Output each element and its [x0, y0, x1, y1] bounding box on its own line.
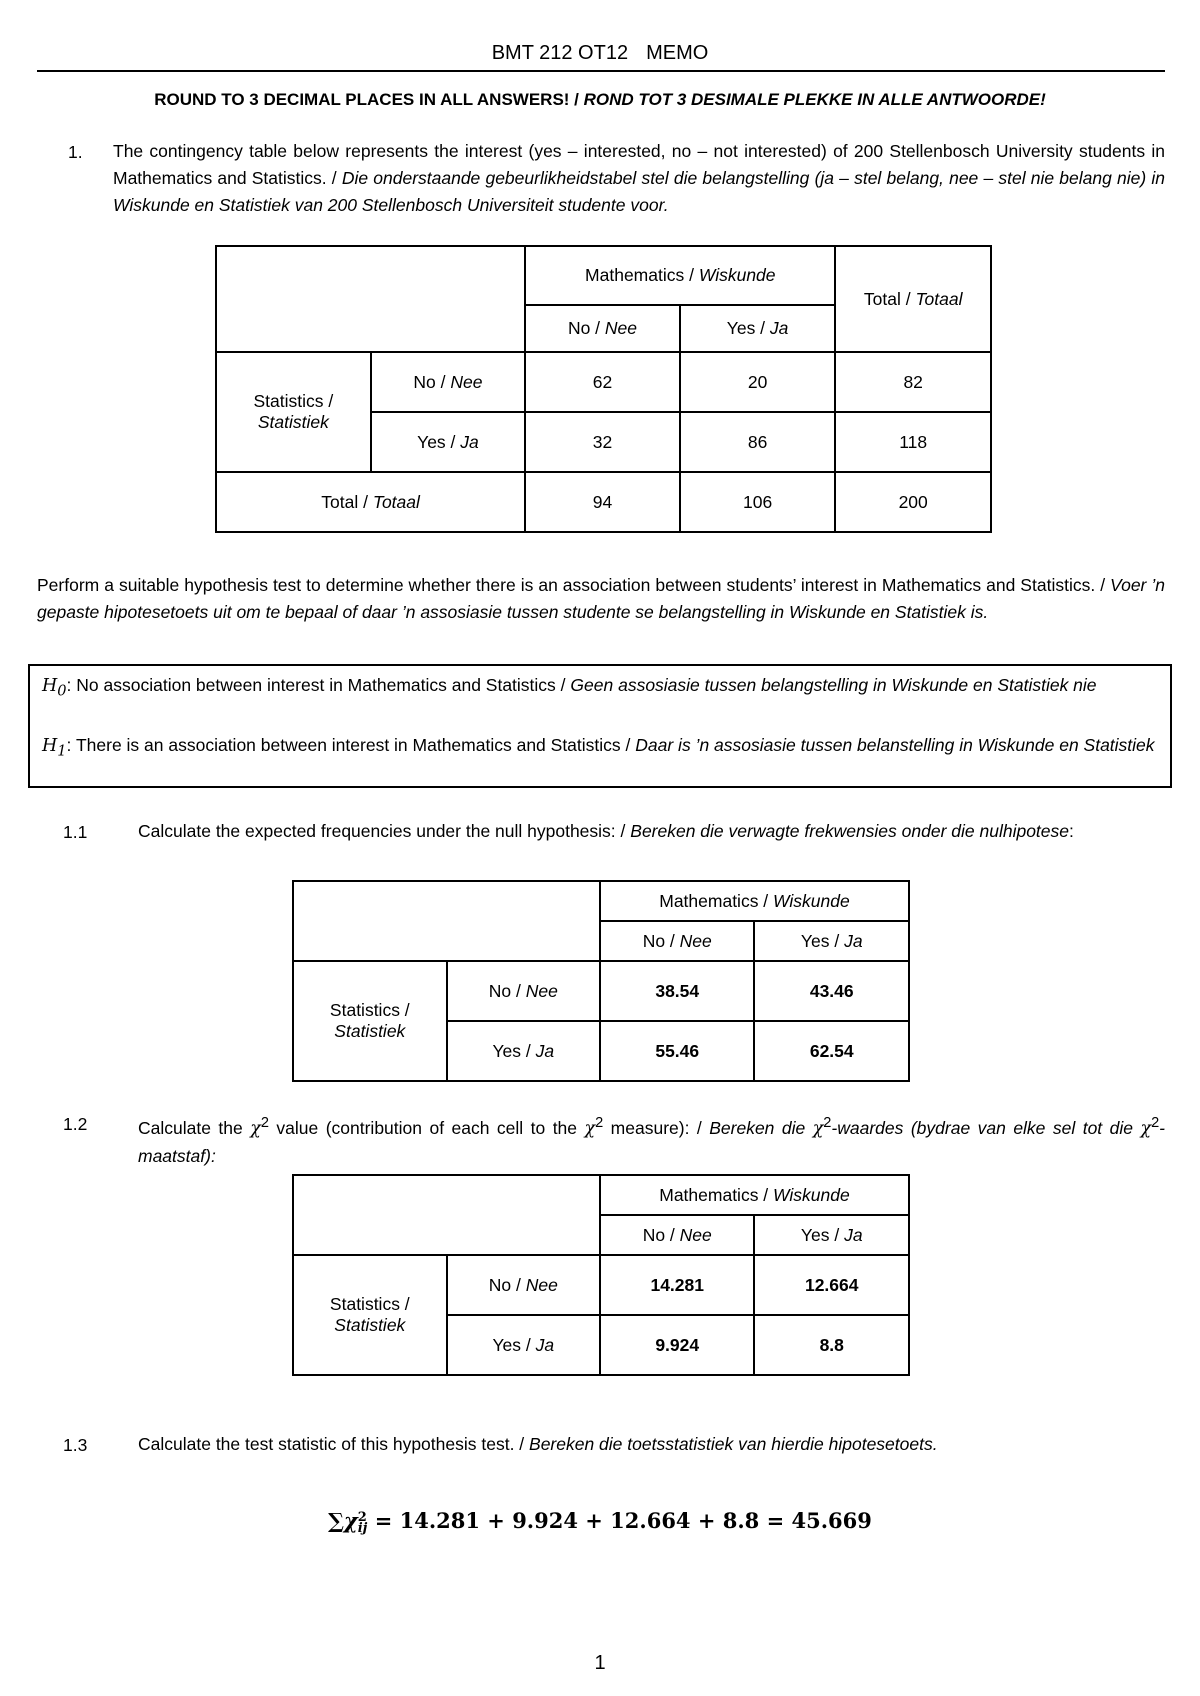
- question-1-3-text: Calculate the test statistic of this hypothesis test. / Bereken die toetsstatistiek van hierdie hipotesetoets.: [138, 1434, 938, 1454]
- total-header: Total / Totaal: [835, 246, 991, 352]
- empty-corner-cell: [293, 881, 600, 961]
- table-cell: 12.664: [754, 1255, 909, 1315]
- table-cell: 62.54: [754, 1021, 909, 1081]
- question-1-number: 1.: [68, 142, 83, 162]
- table-cell: 82: [835, 352, 991, 412]
- page-number: 1: [594, 1652, 606, 1674]
- expected-frequencies-table: [292, 880, 910, 1082]
- math-header: Mathematics / Wiskunde: [600, 881, 909, 921]
- question-1-text-af: Die onderstaande gebeurlikheidstabel stel die belangstelling (ja – stel belang, nee – stel nie belang nie) in Wiskunde en Statistiek van 200 Stellenbosch Universiteit studente voor.: [113, 168, 1165, 215]
- table-cell: 86: [680, 412, 836, 472]
- table-cell: 55.46: [600, 1021, 754, 1081]
- course-code: BMT 212 OT12: [491, 42, 629, 64]
- math-no-header: No / Nee: [525, 305, 680, 352]
- question-1-2-text: Calculate the $\chi^2$ value (contribution of each cell to the $\chi^2$ measure): / Bereken die $\chi^2$-waardes (bydrae van elke sel tot die $\chi^2-maatstaf$):: [138, 1115, 1165, 1166]
- chi-square-contributions-table: [292, 1174, 910, 1376]
- math-no-header: No / Nee: [600, 1215, 755, 1255]
- stat-yes-header: Yes / Ja: [447, 1021, 600, 1081]
- stat-header: Statistics / Statistiek: [216, 352, 371, 472]
- question-1-1-text: Calculate the expected frequencies under the null hypothesis: / Bereken die verwagte frekwensies onder die nulhipotese:: [138, 821, 1074, 841]
- test-statistic-formula: ∑χ 2 ij = 14.281 + 9.924 + 12.664 + 8.8 = 45.669: [328, 1508, 872, 1536]
- memo-label: MEMO: [646, 42, 709, 64]
- h0-statement: $H_0$: No association between interest in Mathematics and Statistics / Geen assosiasie tussen belangstelling in Wiskunde en Statistiek nie: [42, 675, 1097, 700]
- math-header: Mathematics / Wiskunde: [525, 246, 835, 305]
- question-1-3-number: 1.3: [63, 1435, 88, 1455]
- page-header: [0, 42, 1200, 65]
- stat-no-header: No / Nee: [447, 961, 600, 1021]
- math-header: Mathematics / Wiskunde: [600, 1175, 909, 1215]
- table-cell: 200: [835, 472, 991, 532]
- table-cell: 62: [525, 352, 680, 412]
- table-cell: 9.924: [600, 1315, 755, 1375]
- stat-no-header: No / Nee: [371, 352, 526, 412]
- header-rule: [37, 70, 1165, 72]
- table-cell: 32: [525, 412, 680, 472]
- table-cell: 8.8: [754, 1315, 909, 1375]
- stat-header: Statistics / Statistiek: [293, 961, 447, 1081]
- hypotheses-box: [28, 664, 1172, 788]
- stat-yes-header: Yes / Ja: [447, 1315, 600, 1375]
- question-1-text-en: The contingency table below represents the interest (yes – interested, no – not interested) of 200 Stellenbosch University students in Mathematics and Statistics. /: [113, 141, 1165, 188]
- table-cell: 43.46: [754, 961, 909, 1021]
- table-cell: 20: [680, 352, 836, 412]
- math-yes-header: Yes / Ja: [680, 305, 836, 352]
- stat-yes-header: Yes / Ja: [371, 412, 526, 472]
- math-yes-header: Yes / Ja: [754, 1215, 909, 1255]
- round-instruction-en: ROUND TO 3 DECIMAL PLACES IN ALL ANSWERS! /: [154, 90, 579, 109]
- empty-corner-cell: [293, 1175, 600, 1255]
- math-no-header: No / Nee: [600, 921, 754, 961]
- round-instruction-af: ROND TOT 3 DESIMALE PLEKKE IN ALLE ANTWOORDE!: [578, 90, 1046, 109]
- contingency-table: [215, 245, 992, 533]
- table-cell: 106: [680, 472, 836, 532]
- question-1-text: [113, 138, 1165, 219]
- round-instruction: [0, 90, 1200, 110]
- perform-instruction: Perform a suitable hypothesis test to determine whether there is an association between students’ interest in Mathematics and Statistics. / Voer ’n gepaste hipotesetoets uit om te bepaal of daar ’n assosiasie tussen studente se belangstelling in Wiskunde en Statistiek is.: [37, 575, 1165, 622]
- table-cell: 38.54: [600, 961, 754, 1021]
- table-cell: 94: [525, 472, 680, 532]
- question-1-2-number: 1.2: [63, 1114, 88, 1134]
- h1-statement: $H_1$: There is an association between interest in Mathematics and Statistics / Daar is ’n assosiasie tussen belanstelling in Wiskunde en Statistiek: [42, 735, 1155, 760]
- table-cell: 14.281: [600, 1255, 755, 1315]
- stat-no-header: No / Nee: [447, 1255, 600, 1315]
- stat-header: Statistics / Statistiek: [293, 1255, 447, 1375]
- total-row-header: Total / Totaal: [216, 472, 525, 532]
- empty-corner-cell: [216, 246, 525, 352]
- question-1-1-number: 1.1: [63, 822, 88, 842]
- table-cell: 118: [835, 412, 991, 472]
- math-yes-header: Yes / Ja: [754, 921, 909, 961]
